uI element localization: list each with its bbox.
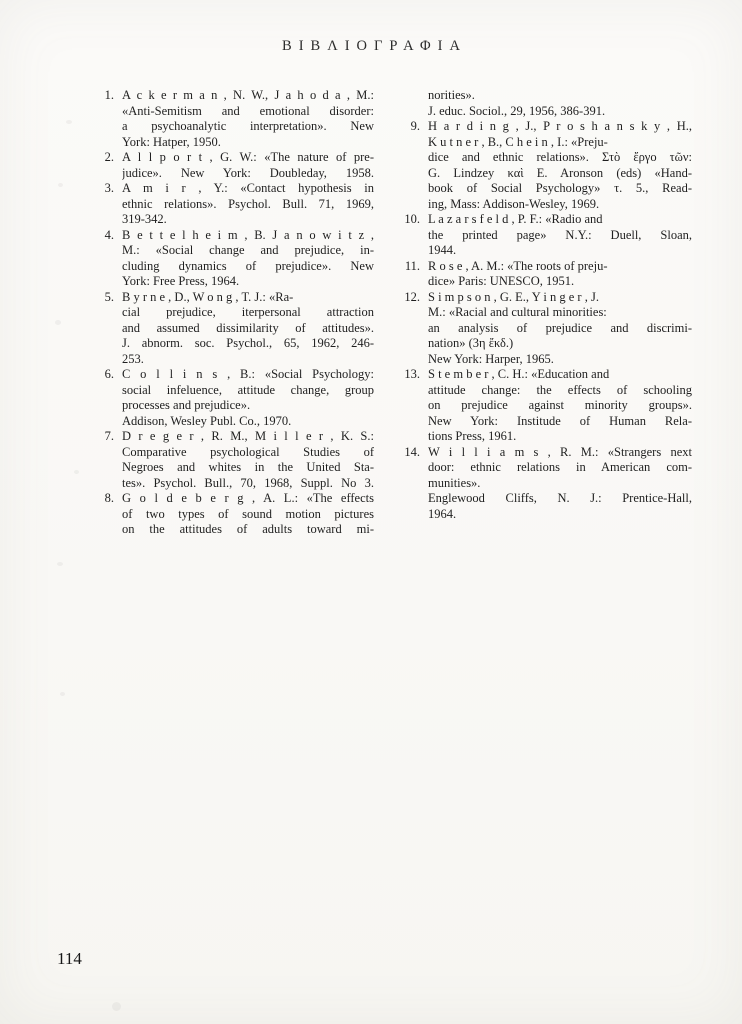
bib-entry-number: 10.: [404, 212, 420, 226]
bib-entry: [396, 119, 692, 212]
bib-line: an analysis of prejudice and discrimi-: [428, 320, 692, 335]
bib-entry: [94, 181, 374, 228]
bib-entry-lines: [122, 88, 374, 150]
bib-line: R o s e , A. M.: «The roots of preju-: [428, 258, 608, 273]
bib-entry: [94, 88, 374, 150]
scan-speck: [58, 183, 63, 187]
bib-line: book of Social Psychology» τ. 5., Read-: [428, 181, 692, 195]
bib-line: Comparative psychological Studies of: [122, 444, 374, 459]
bib-line: B e t t e l h e i m , B. J a n o w i t z ,: [122, 227, 374, 242]
bib-entry-lines: [122, 290, 374, 368]
bib-entry: [396, 259, 692, 290]
bib-line: A l l p o r t , G. W.: «The nature of pre-: [122, 150, 374, 164]
bib-line: S i m p s o n , G. E., Y i n g e r , J.: [428, 289, 599, 304]
bib-line: A m i r , Y.: «Contact hypothesis in: [122, 181, 374, 195]
bib-entry: [94, 429, 374, 491]
bib-line: M.: «Social change and prejudice, in-: [122, 243, 374, 257]
bib-entry-lines: [122, 181, 374, 228]
bib-line: York: Free Press, 1964.: [122, 274, 240, 288]
bib-line: B y r n e , D., W o n g , T. J.: «Ra-: [122, 289, 294, 304]
bib-entry-lines: [428, 88, 692, 119]
bib-entry-lines: [122, 228, 374, 290]
bib-line: dice» Paris: UNESCO, 1951.: [428, 274, 575, 288]
bib-line: D r e g e r , R. M., M i l l e r , K. S.:: [122, 429, 374, 443]
scan-speck: [112, 1002, 121, 1011]
bib-line: on the attitudes of adults toward mi-: [122, 522, 374, 536]
scan-speck: [60, 692, 65, 696]
bib-line: cial prejudice, iterpersonal attraction: [122, 305, 374, 319]
bib-line: J. educ. Sociol., 29, 1956, 386-391.: [428, 103, 606, 118]
bib-line: processes and prejudice».: [122, 398, 251, 412]
bib-line: 319-342.: [122, 212, 167, 226]
bib-line: social infeluence, attitude change, group: [122, 382, 374, 397]
bib-entry-lines: [428, 290, 692, 368]
bib-entry-lines: [428, 212, 692, 259]
scan-speck: [55, 320, 61, 325]
bib-line: norities».: [428, 88, 475, 102]
bib-line: «Anti-Semitism and emotional disorder:: [122, 103, 374, 118]
bib-line: munities».: [428, 475, 481, 490]
bib-line: a psychoanalytic interpretation». New: [122, 119, 374, 133]
bib-line: W i l l i a m s , R. M.: «Strangers next: [428, 444, 692, 459]
bib-entry-number: 7.: [104, 429, 114, 443]
bib-line: tes». Psychol. Bull., 70, 1968, Suppl. No 3.: [122, 475, 374, 490]
bib-line: Englewood Cliffs, N. J.: Prentice-Hall,: [428, 491, 692, 505]
bib-line: ethnic relations». Psychol. Bull. 71, 1969,: [122, 196, 374, 211]
bib-entry-number: 12.: [404, 289, 420, 304]
page-number: 114: [57, 949, 82, 968]
bib-line: A c k e r m a n , N. W., J a h o d a , M.:: [122, 88, 374, 102]
bib-entry: [396, 445, 692, 523]
bib-entry: [94, 491, 374, 538]
bib-entry-number: 13.: [404, 367, 420, 381]
bib-entry: [94, 290, 374, 368]
scan-speck: [57, 562, 63, 566]
bib-line: G. Lindzey καὶ E. Aronson (eds) «Hand-: [428, 165, 692, 180]
bib-line: door: ethnic relations in American com-: [428, 460, 692, 474]
bib-line: dice and ethnic relations». Στὸ ἔργο τῶν:: [428, 150, 692, 164]
bib-line: 1944.: [428, 243, 457, 257]
bibliography-column-left: [94, 88, 374, 538]
bib-line: C o l l i n s , B.: «Social Psychology:: [122, 367, 374, 381]
bib-line: G o l d e b e r g , A. L.: «The effects: [122, 491, 374, 505]
bib-entry-lines: [122, 491, 374, 538]
bib-line: Negroes and whites in the United Sta-: [122, 460, 374, 474]
scan-speck: [74, 470, 79, 474]
bib-line: judice». New York: Doubleday, 1958.: [122, 165, 374, 180]
bib-line: J. abnorm. soc. Psychol., 65, 1962, 246-: [122, 336, 374, 350]
bib-entry-number: 11.: [404, 258, 420, 273]
bib-line: on prejudice against minority groups».: [428, 398, 692, 412]
scan-speck: [66, 120, 72, 124]
bib-line: nation» (3η ἔκδ.): [428, 336, 514, 350]
bib-entry: [94, 367, 374, 429]
bib-entry-number: 5.: [104, 289, 114, 304]
bib-entry-lines: [428, 119, 692, 212]
bibliography-column-right: [396, 88, 692, 522]
bib-line: cluding dynamics of prejudice». New: [122, 258, 374, 273]
bib-line: K u t n e r , B., C h e i n , I.: «Preju-: [428, 134, 608, 149]
bib-line: H a r d i n g , J., P r o s h a n s k y , H.,: [428, 119, 692, 133]
bib-entry: [396, 212, 692, 259]
bib-line: M.: «Racial and cultural minorities:: [428, 305, 607, 319]
bib-line: of two types of sound motion pictures: [122, 506, 374, 521]
bib-entry: [94, 228, 374, 290]
bib-entry-number: 2.: [104, 150, 114, 164]
bib-entry-number: 9.: [410, 119, 420, 133]
bib-line: York: Hatper, 1950.: [122, 134, 221, 149]
bib-entry-lines: [122, 150, 374, 181]
bib-line: attitude change: the effects of schooling: [428, 382, 692, 397]
bib-entry-lines: [122, 429, 374, 491]
bib-entry: [396, 290, 692, 368]
bib-entry-number: 14.: [404, 444, 420, 459]
bib-line: ing, Mass: Addison-Wesley, 1969.: [428, 196, 600, 211]
bib-line: the printed page» N.Y.: Duell, Sloan,: [428, 227, 692, 242]
bib-line: tions Press, 1961.: [428, 429, 517, 443]
bib-entry: [396, 88, 692, 119]
page-title: ΒΙΒΛΙΟΓΡΑΦΙΑ: [282, 38, 467, 54]
bib-line: New York: Harper, 1965.: [428, 351, 554, 366]
bib-line: L a z a r s f e l d , P. F.: «Radio and: [428, 212, 603, 226]
bib-entry: [396, 367, 692, 445]
bib-entry-number: 3.: [104, 181, 114, 195]
bib-entry-lines: [122, 367, 374, 429]
bib-line: S t e m b e r , C. H.: «Education and: [428, 367, 610, 381]
bib-line: 253.: [122, 351, 144, 366]
bib-entry-lines: [428, 445, 692, 523]
bib-entry-lines: [428, 367, 692, 445]
bib-line: Addison, Wesley Publ. Co., 1970.: [122, 413, 292, 428]
bib-line: 1964.: [428, 506, 457, 521]
bib-line: New York: Institude of Human Rela-: [428, 413, 692, 428]
bib-entry-number: 8.: [104, 491, 114, 505]
bib-entry-number: 4.: [104, 227, 114, 242]
bib-entry-lines: [428, 259, 692, 290]
bib-entry: [94, 150, 374, 181]
bib-line: and assumed dissimilarity of attitudes».: [122, 320, 374, 335]
bib-entry-number: 1.: [104, 88, 114, 102]
bib-entry-number: 6.: [104, 367, 114, 381]
